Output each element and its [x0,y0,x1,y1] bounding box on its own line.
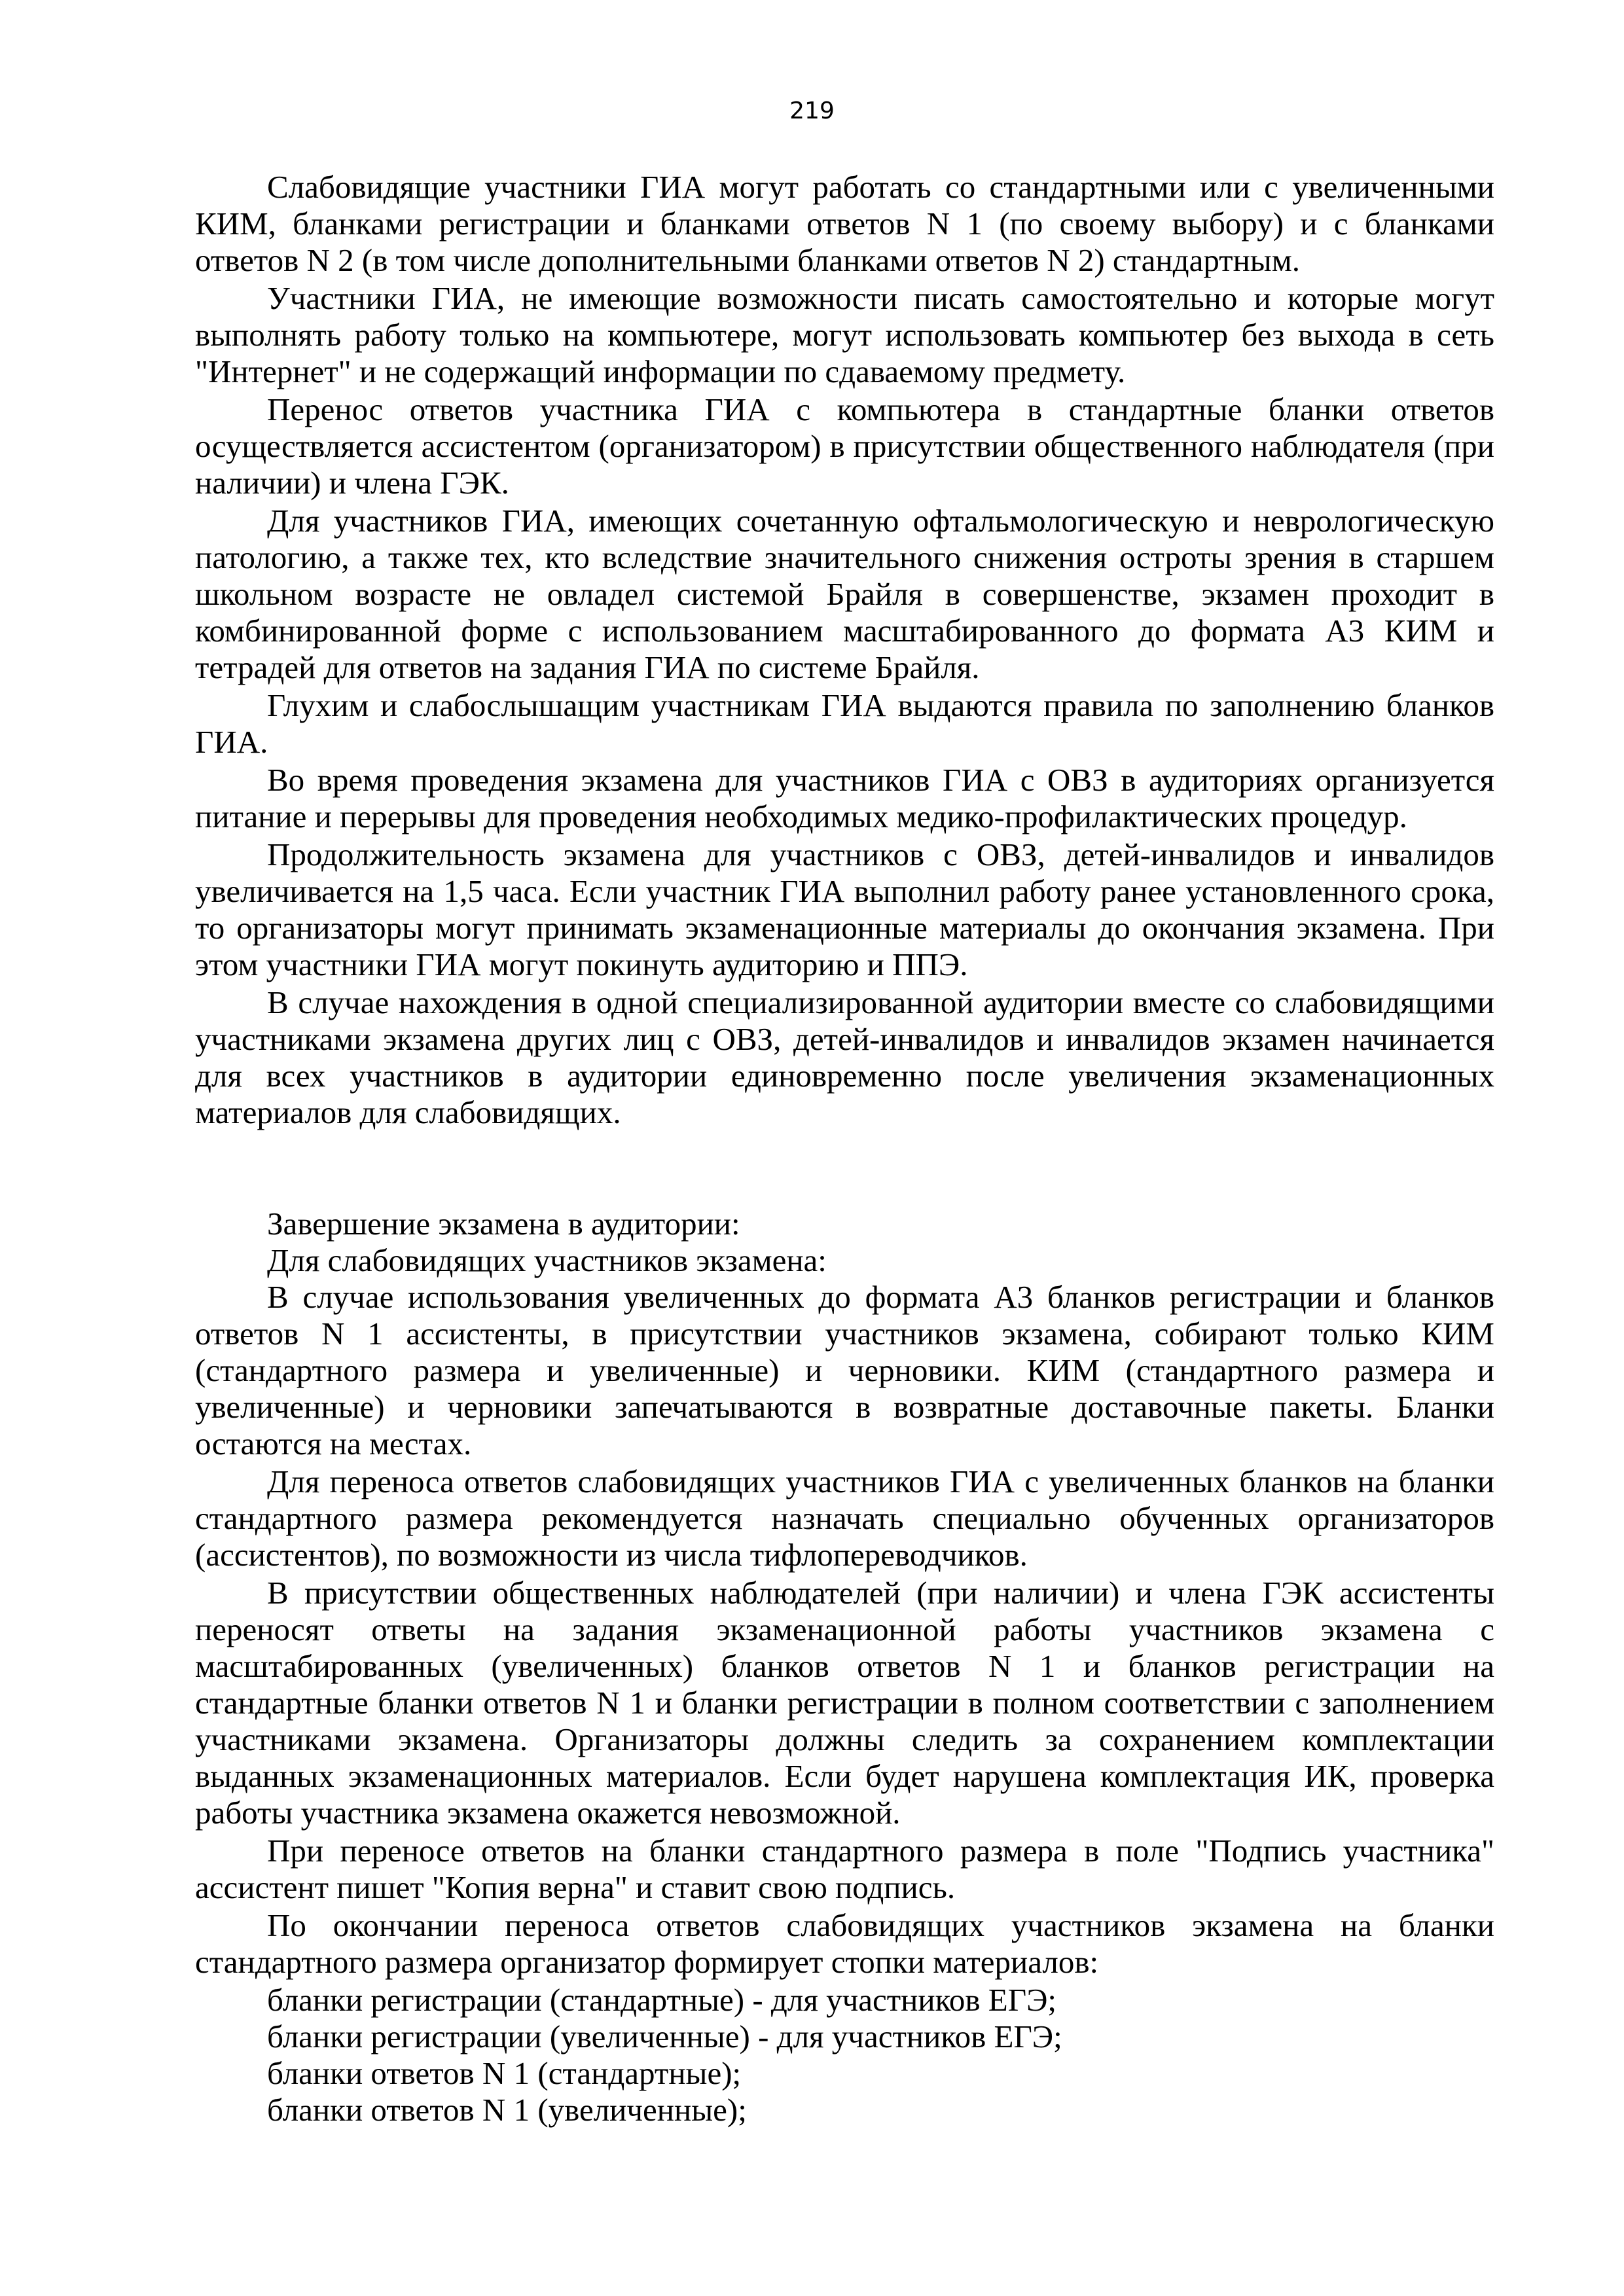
subsection-heading: Для слабовидящих участников экзамена: [267,1242,827,1278]
list-item: бланки ответов N 1 (увеличенные); [267,2092,747,2128]
page-number: 219 [789,98,835,124]
paragraph: Перенос ответов участника ГИА с компьютера в стандартные бланки ответов осуществляется ассистентом (организатором) в присутствии общественного наблюдателя (при наличии) и члена ГЭК. [195,391,1494,501]
paragraph: В случае нахождения в одной специализированной аудитории вместе со слабовидящими участниками экзамена других лиц с ОВЗ, детей-инвалидов и инвалидов экзамен начинается для всех участников в аудитории единовременно после увеличения экзаменационных материалов для слабовидящих. [195,984,1494,1130]
paragraph: Слабовидящие участники ГИА могут работать со стандартными или с увеличенными КИМ, бланками регистрации и бланками ответов N 1 (по своему выбору) и с бланками ответов N 2 (в том числе дополнительными бланками ответов N 2) стандартным. [195,169,1494,278]
paragraph: Глухим и слабослышащим участникам ГИА выдаются правила по заполнению бланков ГИА. [195,687,1494,760]
paragraph: Во время проведения экзамена для участников ГИА с ОВЗ в аудиториях организуется питание и перерывы для проведения необходимых медико-профилактических процедур. [195,762,1494,834]
paragraph: По окончании переноса ответов слабовидящих участников экзамена на бланки стандартного размера организатор формирует стопки материалов: [195,1907,1494,1980]
list-item: бланки ответов N 1 (стандартные); [267,2055,742,2091]
paragraph: В случае использования увеличенных до формата А3 бланков регистрации и бланков ответов N 1 ассистенты, в присутствии участников экзамена, собирают только КИМ (стандартного размера и увеличенные) и черновики. КИМ (стандартного размера и увеличенные) и черновики запечатываются в возвратные доставочные пакеты. Бланки остаются на местах. [195,1279,1494,1462]
paragraph: Для переноса ответов слабовидящих участников ГИА с увеличенных бланков на бланки стандартного размера рекомендуется назначать специально обученных организаторов (ассистентов), по возможности из числа тифлопереводчиков. [195,1463,1494,1573]
list-item: бланки регистрации (увеличенные) - для участников ЕГЭ; [267,2018,1062,2054]
paragraph: Участники ГИА, не имеющие возможности писать самостоятельно и которые могут выполнять работу только на компьютере, могут использовать компьютер без выхода в сеть "Интернет" и не содержащий информации по сдаваемому предмету. [195,280,1494,389]
document-body [195,169,1494,2128]
paragraph: При переносе ответов на бланки стандартного размера в поле "Подпись участника" ассистент пишет "Копия верна" и ставит свою подпись. [195,1833,1494,1905]
paragraph: Для участников ГИА, имеющих сочетанную офтальмологическую и неврологическую патологию, а также тех, кто вследствие значительного снижения остроты зрения в старшем школьном возрасте не овладел системой Брайля в совершенстве, экзамен проходит в комбинированной форме с использованием масштабированного до формата А3 КИМ и тетрадей для ответов на задания ГИА по системе Брайля. [195,503,1494,685]
section-spacer [195,1132,1494,1206]
list-item: бланки регистрации (стандартные) - для участников ЕГЭ; [267,1982,1057,2018]
paragraph: Продолжительность экзамена для участников с ОВЗ, детей-инвалидов и инвалидов увеличивается на 1,5 часа. Если участник ГИА выполнил работу ранее установленного срока, то организаторы могут принимать экзаменационные материалы до окончания экзамена. При этом участники ГИА могут покинуть аудиторию и ППЭ. [195,836,1494,982]
section-heading: Завершение экзамена в аудитории: [267,1206,740,1242]
paragraph: В присутствии общественных наблюдателей (при наличии) и члена ГЭК ассистенты переносят ответы на задания экзаменационной работы участников экзамена с масштабированных (увеличенных) бланков ответов N 1 и бланков регистрации на стандартные бланки ответов N 1 и бланки регистрации в полном соответствии с заполнением участниками экзамена. Организаторы должны следить за сохранением комплектации выданных экзаменационных материалов. Если будет нарушена комплектация ИК, проверка работы участника экзамена окажется невозможной. [195,1575,1494,1831]
